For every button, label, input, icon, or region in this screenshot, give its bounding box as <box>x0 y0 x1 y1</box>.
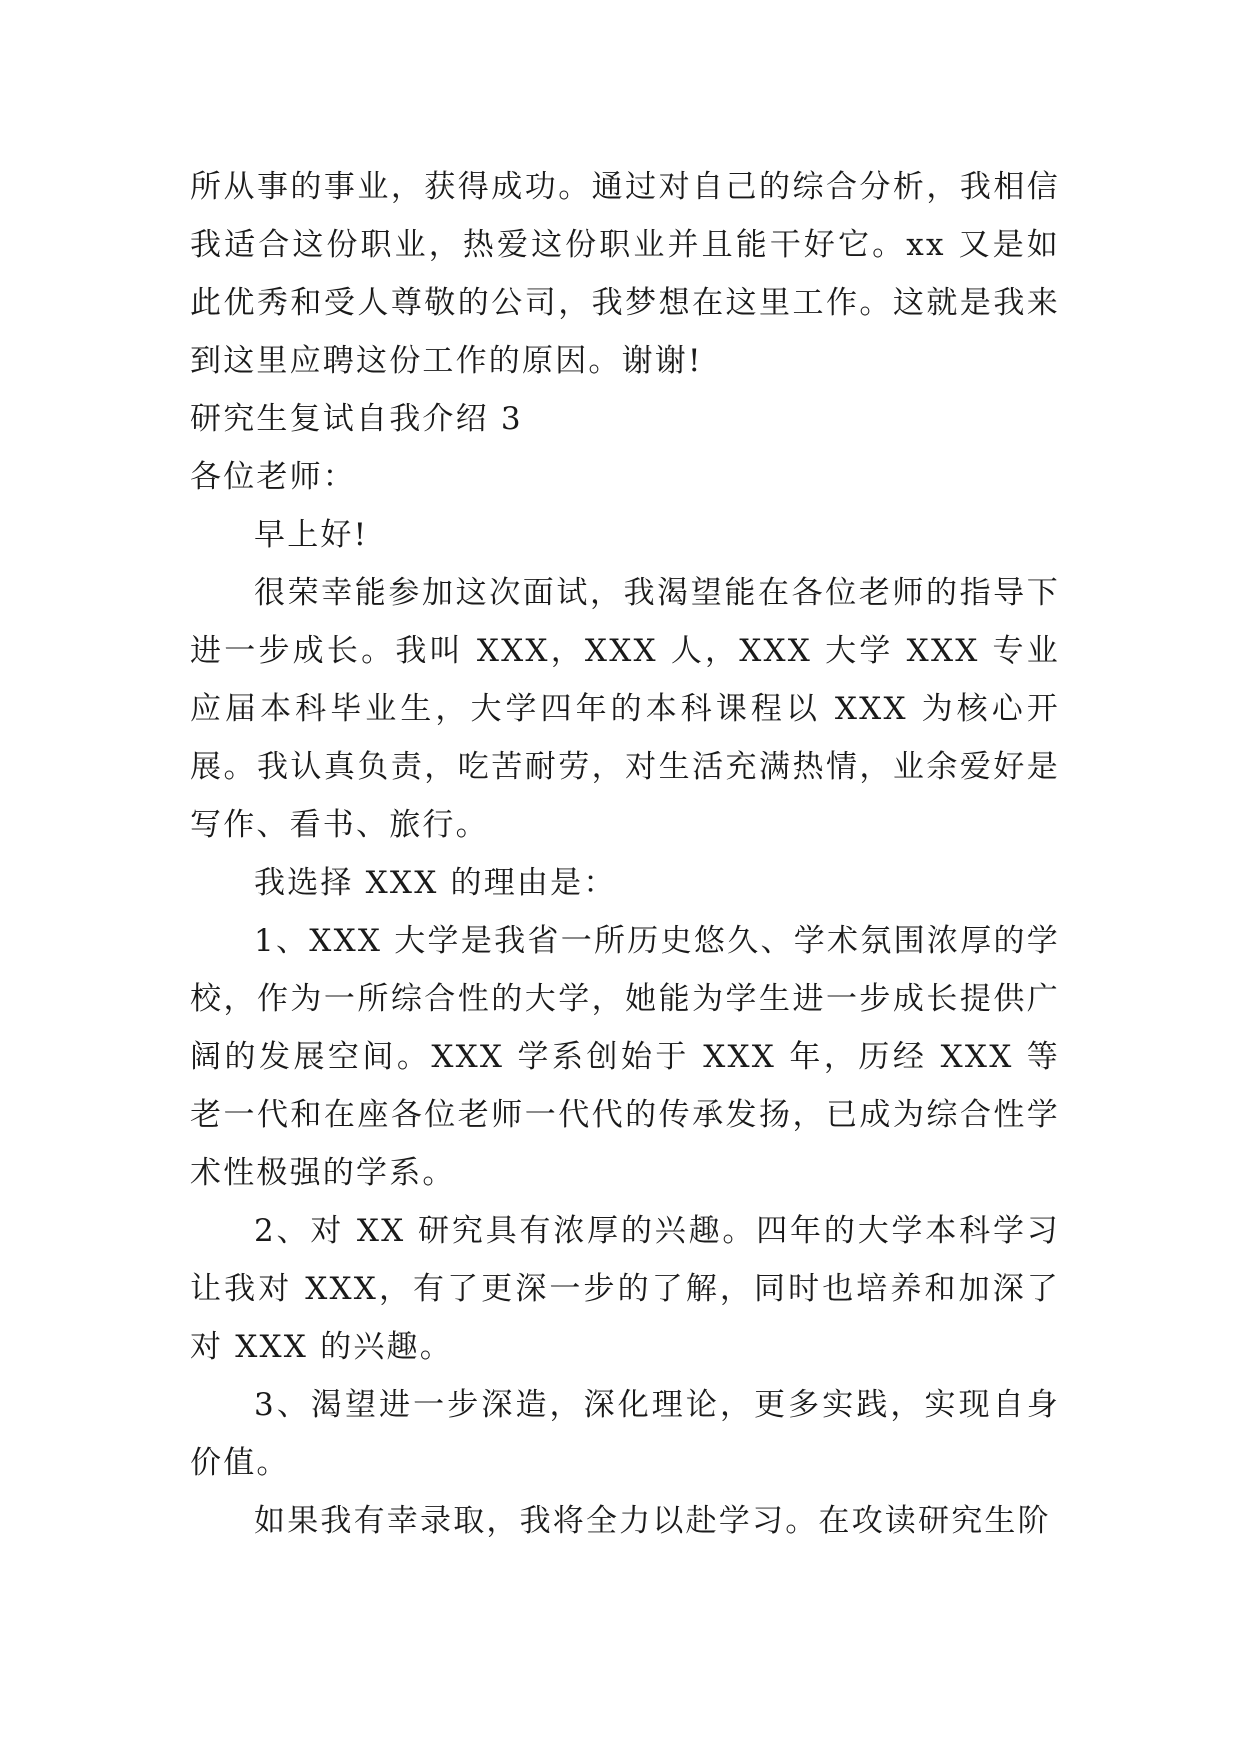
paragraph-closing: 如果我有幸录取，我将全力以赴学习。在攻读研究生阶 <box>254 1503 1051 1539</box>
document-body <box>190 158 1060 1550</box>
paragraph-continuation: 所从事的事业，获得成功。通过对自己的综合分析，我相信我适合这份职业，热爱这份职业并且能干好它。xx 又是如此优秀和受人尊敬的公司，我梦想在这里工作。这就是我来到这里应聘这份工作的原因。谢谢! <box>190 169 1060 379</box>
greeting: 早上好! <box>254 517 369 553</box>
paragraph-reason-2: 2、对 XX 研究具有浓厚的兴趣。四年的大学本科学习让我对 XXX，有了更深一步的了解，同时也培养和加深了对 XXX 的兴趣。 <box>190 1213 1060 1365</box>
paragraph-intro: 很荣幸能参加这次面试，我渴望能在各位老师的指导下进一步成长。我叫 XXX，XXX 人，XXX 大学 XXX 专业应届本科毕业生，大学四年的本科课程以 XXX 为核心开展。我认真负责，吃苦耐劳，对生活充满热情，业余爱好是写作、看书、旅行。 <box>190 575 1060 843</box>
paragraph-reason-3: 3、渴望进一步深造，深化理论，更多实践，实现自身价值。 <box>190 1387 1060 1481</box>
paragraph-reason-1: 1、XXX 大学是我省一所历史悠久、学术氛围浓厚的学校，作为一所综合性的大学，她能为学生进一步成长提供广阔的发展空间。XXX 学系创始于 XXX 年，历经 XXX 等老一代和在座各位老师一代代的传承发扬，已成为综合性学术性极强的学系。 <box>190 923 1060 1191</box>
section-heading: 研究生复试自我介绍 3 <box>190 401 523 437</box>
salutation: 各位老师： <box>190 459 356 495</box>
paragraph-reasons-lead: 我选择 XXX 的理由是： <box>254 865 617 901</box>
